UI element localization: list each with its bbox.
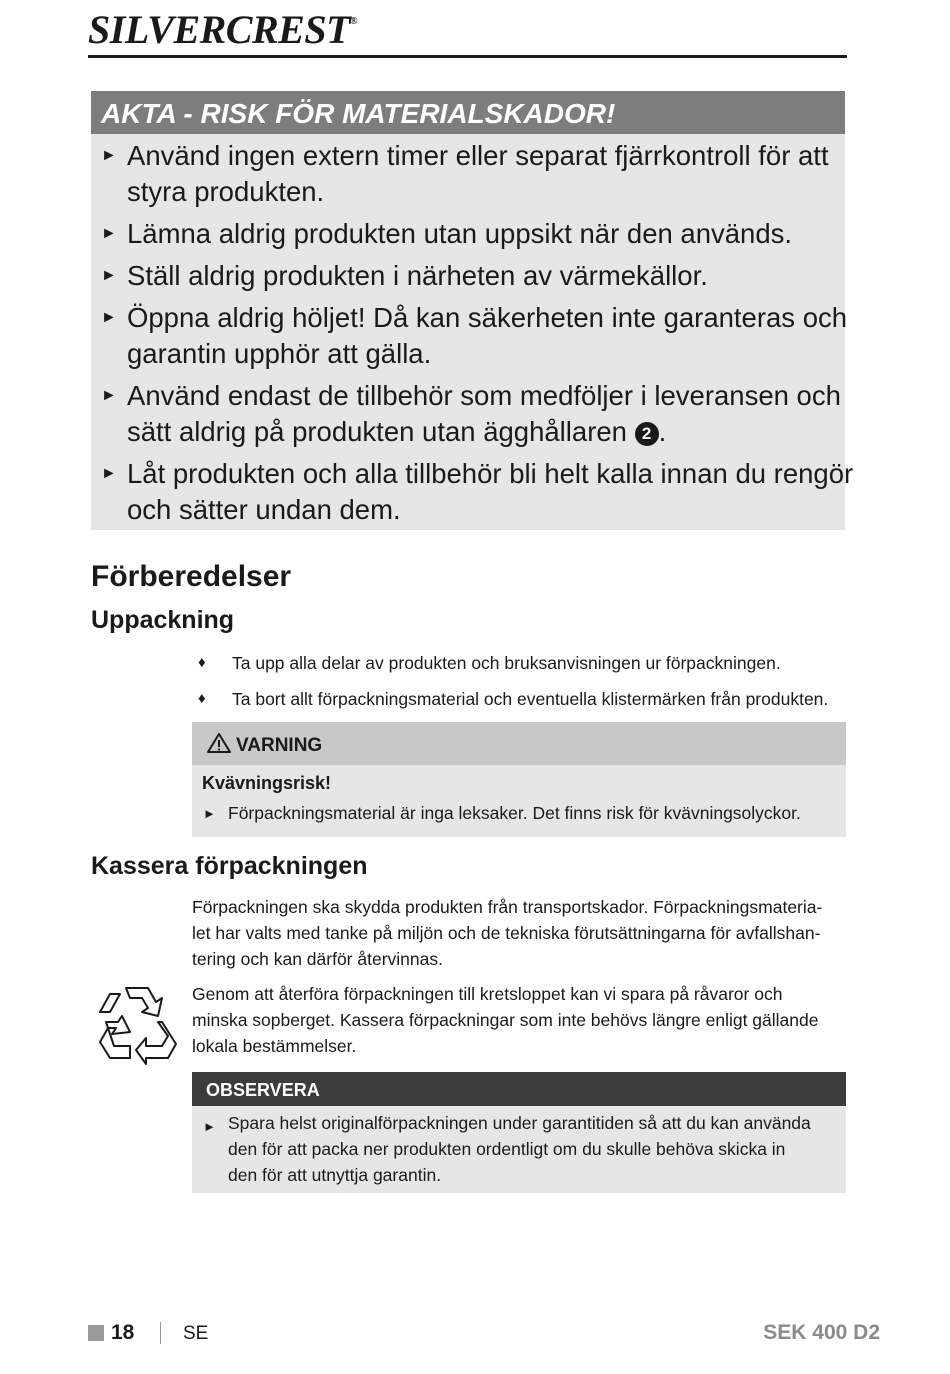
footer-divider — [160, 1322, 161, 1344]
footer-marker — [88, 1325, 104, 1341]
caution-title: AKTA - RISK FÖR MATERIALSKADOR! — [91, 91, 845, 134]
warning-subtitle: Kvävningsrisk! — [202, 773, 332, 793]
note-label: OBSERVERA — [192, 1072, 846, 1106]
warning-label: VARNING — [236, 735, 323, 756]
header-rule — [88, 55, 847, 58]
subsection-title-disposal: Kassera förpackningen — [91, 852, 368, 880]
subsection-title-unpacking: Uppackning — [91, 606, 235, 634]
warning-header — [192, 722, 846, 765]
caution-list — [91, 134, 854, 528]
caution-item: ► Låt produkten och alla tillbehör bli helt kalla innan du rengör och sätter undan dem. — [101, 458, 854, 525]
diamond-icon: ♦ — [198, 690, 206, 707]
page-number: 18 — [111, 1321, 135, 1344]
caution-item: ► Använd ingen extern timer eller separat fjärrkontroll för att styra produkten. — [101, 140, 829, 207]
triangle-right-icon: ► — [101, 147, 117, 164]
triangle-right-icon: ► — [101, 465, 117, 482]
triangle-right-icon: ► — [101, 225, 117, 242]
caution-item: ► Använd endast de tillbehör som medföljer i leveransen och sätt aldrig på produkten utan ägghållaren 2 . — [101, 380, 841, 447]
caution-item: ► Lämna aldrig produkten utan uppsikt när den används. — [91, 216, 845, 252]
list-item: ♦ Ta upp alla delar av produkten och bruksanvisningen ur förpackningen. — [192, 650, 828, 676]
caution-item: ► Ställ aldrig produkten i närheten av värmekällor. — [91, 258, 845, 294]
disposal-paragraph-1: Förpackningen ska skydda produkten från transportskador. Förpackningsmateria- let har valts med tanke på miljön och de tekniska förutsättningarna för avfallshan- tering och kan därför återvinnas. — [192, 897, 823, 969]
triangle-right-icon: ► — [101, 387, 117, 404]
model-number: SEK 400 D2 — [763, 1321, 880, 1344]
triangle-right-icon: ► — [203, 1119, 216, 1134]
brand-logo-text: SILVERCREST — [88, 7, 351, 52]
recycle-icon — [96, 982, 184, 1066]
language-code: SE — [183, 1323, 209, 1344]
disposal-paragraph-2: Genom att återföra förpackningen till kretsloppet kan vi spara på råvaror och minska sopberget. Kassera förpackningar som inte behövs längre enligt gällande lokala bestämmelser. — [192, 984, 819, 1056]
note-box — [192, 1072, 846, 1193]
warning-triangle-icon — [206, 732, 232, 754]
unpacking-list — [192, 650, 828, 722]
warning-box — [192, 722, 846, 837]
triangle-right-icon: ► — [101, 267, 117, 284]
warning-item: ► Förpackningsmaterial är inga leksaker. Det finns risk för kvävningsolyckor. — [203, 803, 801, 823]
triangle-right-icon: ► — [203, 806, 216, 821]
caution-box — [91, 91, 854, 530]
caution-item: ► Öppna aldrig höljet! Då kan säkerheten inte garanteras och garantin upphör att gälla. — [101, 302, 848, 369]
note-item: ► Spara helst originalförpackningen under garantitiden så att du kan använda den för att packa ner produkten ordentligt om du skulle behöva skicka in den för att utnyttja garantin. — [203, 1113, 811, 1185]
section-title: Förberedelser — [91, 560, 292, 593]
brand-logo — [88, 6, 357, 53]
list-item: ♦ Ta bort allt förpackningsmaterial och eventuella klistermärken från produkten. — [192, 686, 828, 712]
registered-mark: ® — [350, 16, 358, 27]
triangle-right-icon: ► — [101, 309, 117, 326]
part-reference-badge: 2 — [635, 422, 659, 446]
diamond-icon: ♦ — [198, 654, 206, 671]
